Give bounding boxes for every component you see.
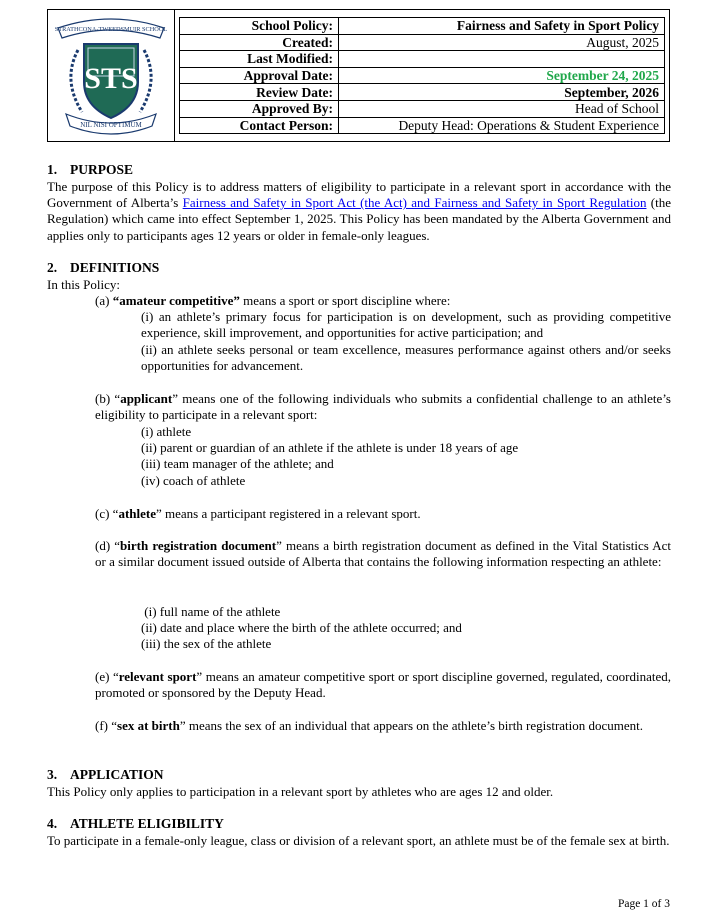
section-title: APPLICATION <box>70 767 164 782</box>
definition-a <box>95 293 450 309</box>
section-number: 4. <box>47 816 58 831</box>
section-title: PURPOSE <box>70 162 134 177</box>
definition-text: ” means an amateur competitive sport or sport discipline governed, regulated, coordinated, promoted or sponsored by the Deputy Head. <box>95 669 671 701</box>
definition-term: birth registration document <box>120 538 277 553</box>
definition-text: ” means one of the following individuals who submits a confidential challenge to an athlete’s eligibility to participate in a relevant sport: <box>95 391 671 423</box>
meta-value <box>339 51 665 68</box>
purpose-text-a: The purpose of this Policy is to address matters of eligibility to participate in a relevant sport in accordance with the Government of Alberta’s <box>47 179 671 211</box>
meta-row-created <box>180 34 665 51</box>
meta-row-review-date <box>180 84 665 101</box>
meta-label: Approved By: <box>180 100 339 117</box>
definition-prefix: (a) <box>95 293 113 308</box>
definition-b <box>95 391 671 423</box>
meta-label: Created: <box>180 34 339 51</box>
definition-b-item: (i) athlete <box>141 424 192 439</box>
meta-label: Last Modified: <box>180 51 339 68</box>
definition-d-item: (ii) date and place where the birth of the athlete occurred; and <box>141 620 462 635</box>
definition-b-item: (iii) team manager of the athlete; and <box>141 456 334 471</box>
page-number: Page 1 of 3 <box>617 898 670 910</box>
definition-f <box>95 718 671 734</box>
purpose-text-b: (the Regulation) which came into effect September 1, 2025. This Policy has been mandated by the Alberta Government and applies only to participants ages 12 years or older in female-only leagues. <box>47 195 671 243</box>
crest-motto: NIL NISI OPTIMUM <box>80 121 142 129</box>
meta-value: Deputy Head: Operations & Student Experience <box>339 117 665 134</box>
section-heading-purpose <box>47 162 133 178</box>
definition-prefix: (d) “ <box>95 538 121 553</box>
meta-row-approval-date <box>180 67 665 84</box>
school-crest-cell <box>48 10 175 141</box>
section-title: ATHLETE ELIGIBILITY <box>70 816 224 831</box>
meta-row-school-policy <box>180 18 665 35</box>
section-number: 1. <box>47 162 58 177</box>
definition-text: ” means the sex of an individual that appears on the athlete’s birth registration document. <box>179 718 644 733</box>
eligibility-paragraph: To participate in a female-only league, class or division of a relevant sport, an athlete must be of the female sex at birth. <box>47 833 670 848</box>
meta-row-contact-person <box>180 117 665 134</box>
crest-top-text: STRATHCONA-TWEEDSMUIR SCHOOL <box>54 26 168 33</box>
meta-label: Contact Person: <box>180 117 339 134</box>
section-heading-definitions <box>47 260 159 276</box>
purpose-paragraph <box>47 179 671 244</box>
definition-e <box>95 669 671 701</box>
definition-term: sex at birth <box>117 718 180 733</box>
definition-d-item: (iii) the sex of the athlete <box>141 636 272 651</box>
definitions-intro: In this Policy: <box>47 277 120 292</box>
definition-term: athlete <box>118 506 156 521</box>
section-heading-athlete-eligibility <box>47 816 224 832</box>
meta-row-last-modified <box>180 51 665 68</box>
meta-value: September 24, 2025 <box>339 67 665 84</box>
definition-d <box>95 538 671 570</box>
definition-term: applicant <box>120 391 173 406</box>
section-title: DEFINITIONS <box>70 260 160 275</box>
section-number: 2. <box>47 260 58 275</box>
definition-term: “amateur competitive” <box>112 293 240 308</box>
meta-value: September, 2026 <box>339 84 665 101</box>
section-number: 3. <box>47 767 58 782</box>
definition-b-item: (ii) parent or guardian of an athlete if the athlete is under 18 years of age <box>141 440 519 455</box>
section-heading-application <box>47 767 164 783</box>
meta-value: Fairness and Safety in Sport Policy <box>339 18 665 35</box>
definition-d-item: (i) full name of the athlete <box>141 604 281 619</box>
act-regulation-link[interactable]: Fairness and Safety in Sport Act (the Act) and Fairness and Safety in Sport Regulation <box>182 195 647 211</box>
policy-header <box>47 9 670 142</box>
school-crest-logo <box>48 10 174 141</box>
definition-text: ” means a participant registered in a relevant sport. <box>156 506 421 521</box>
meta-label: Review Date: <box>180 84 339 101</box>
meta-row-approved-by <box>180 100 665 117</box>
meta-label: School Policy: <box>180 18 339 35</box>
definition-prefix: (f) “ <box>95 718 118 733</box>
meta-label: Approval Date: <box>180 67 339 84</box>
application-paragraph: This Policy only applies to participation in a relevant sport by athletes who are ages 12 and older. <box>47 784 554 799</box>
definition-prefix: (b) “ <box>95 391 121 406</box>
crest-monogram: STS <box>84 62 138 95</box>
definition-text: ” means a birth registration document as defined in the Vital Statistics Act or a similar document issued outside of Alberta that contains the following information respecting an athlete: <box>95 538 671 570</box>
definition-term: relevant sport <box>118 669 197 684</box>
definition-prefix: (e) “ <box>95 669 119 684</box>
definition-a-i: (i) an athlete’s primary focus for participation is on development, such as providing competitive experience, skill improvement, and opportunities for active participation; and <box>141 309 671 341</box>
definition-text: means a sport or sport discipline where: <box>239 293 451 308</box>
definition-a-ii: (ii) an athlete seeks personal or team excellence, measures performance against others and/or seeks opportunities for advancement. <box>141 342 671 374</box>
definition-prefix: (c) “ <box>95 506 119 521</box>
meta-value: Head of School <box>339 100 665 117</box>
meta-value: August, 2025 <box>339 34 665 51</box>
definition-c <box>95 506 421 522</box>
definition-b-item: (iv) coach of athlete <box>141 473 246 488</box>
policy-meta-table <box>179 17 665 134</box>
